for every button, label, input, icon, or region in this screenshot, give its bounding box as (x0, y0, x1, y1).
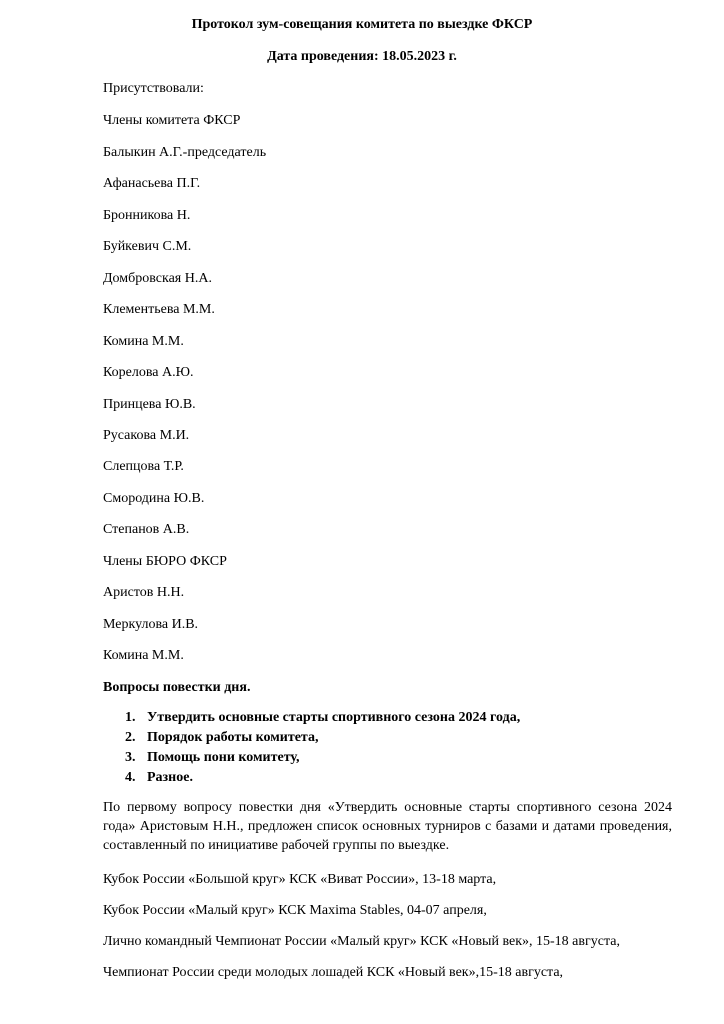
agenda-item (103, 710, 683, 730)
committee-member: Клементьева М.М. (103, 302, 215, 317)
committee-member: Бронникова Н. (103, 208, 191, 223)
agenda-heading: Вопросы повестки дня. (103, 680, 251, 695)
bureau-member: Комина М.М. (103, 648, 184, 663)
bureau-members-label: Члены БЮРО ФКСР (103, 554, 227, 569)
agenda-item-number: 2. (125, 730, 136, 745)
meeting-date: Дата проведения: 18.05.2023 г. (267, 49, 457, 64)
committee-member: Домбровская Н.А. (103, 271, 212, 286)
committee-member: Афанасьева П.Г. (103, 176, 201, 191)
document-title: Протокол зум-совещания комитета по выездке ФКСР (191, 17, 533, 32)
committee-member: Принцева Ю.В. (103, 397, 196, 412)
discussion-paragraph: По первому вопросу повестки дня «Утвердить основные старты спортивного сезона 2024 года» Аристовым Н.Н., предложен список основных турниров с базами и датами проведения, составленный по инициативе рабочей группы по выездке. (103, 800, 672, 853)
agenda-item-text: Разное. (147, 770, 193, 785)
event-line: Кубок России «Малый круг» КСК Maxima Stables, 04-07 апреля, (103, 903, 487, 918)
event-line: Кубок России «Большой круг» КСК «Виват России», 13-18 марта, (103, 872, 497, 887)
agenda-item-text: Утвердить основные старты спортивного сезона 2024 года, (147, 710, 521, 725)
committee-member: Балыкин А.Г.-председатель (103, 145, 267, 160)
event-line: Чемпионат России среди молодых лошадей КСК «Новый век»,15-18 августа, (103, 965, 564, 980)
agenda-item-number: 4. (125, 770, 136, 785)
bureau-member: Аристов Н.Н. (103, 585, 185, 600)
agenda-item-number: 1. (125, 710, 136, 725)
committee-member: Слепцова Т.Р. (103, 459, 184, 474)
committee-member: Смородина Ю.В. (103, 491, 205, 506)
committee-member: Степанов А.В. (103, 522, 190, 537)
bureau-member: Меркулова И.В. (103, 617, 199, 632)
agenda-item (103, 750, 683, 770)
committee-member: Буйкевич С.М. (103, 239, 192, 254)
agenda-item-number: 3. (125, 750, 136, 765)
agenda-item-text: Помощь пони комитету, (147, 750, 300, 765)
committee-member: Корелова А.Ю. (103, 365, 194, 380)
committee-member: Русакова М.И. (103, 428, 190, 443)
committee-members-label: Члены комитета ФКСР (103, 113, 241, 128)
agenda-list (103, 710, 683, 790)
event-line: Лично командный Чемпионат России «Малый круг» КСК «Новый век», 15-18 августа, (103, 934, 620, 949)
committee-member: Комина М.М. (103, 334, 184, 349)
agenda-item (103, 730, 683, 750)
agenda-item-text: Порядок работы комитета, (147, 730, 319, 745)
attendance-label: Присутствовали: (103, 81, 204, 96)
agenda-item (103, 770, 683, 790)
